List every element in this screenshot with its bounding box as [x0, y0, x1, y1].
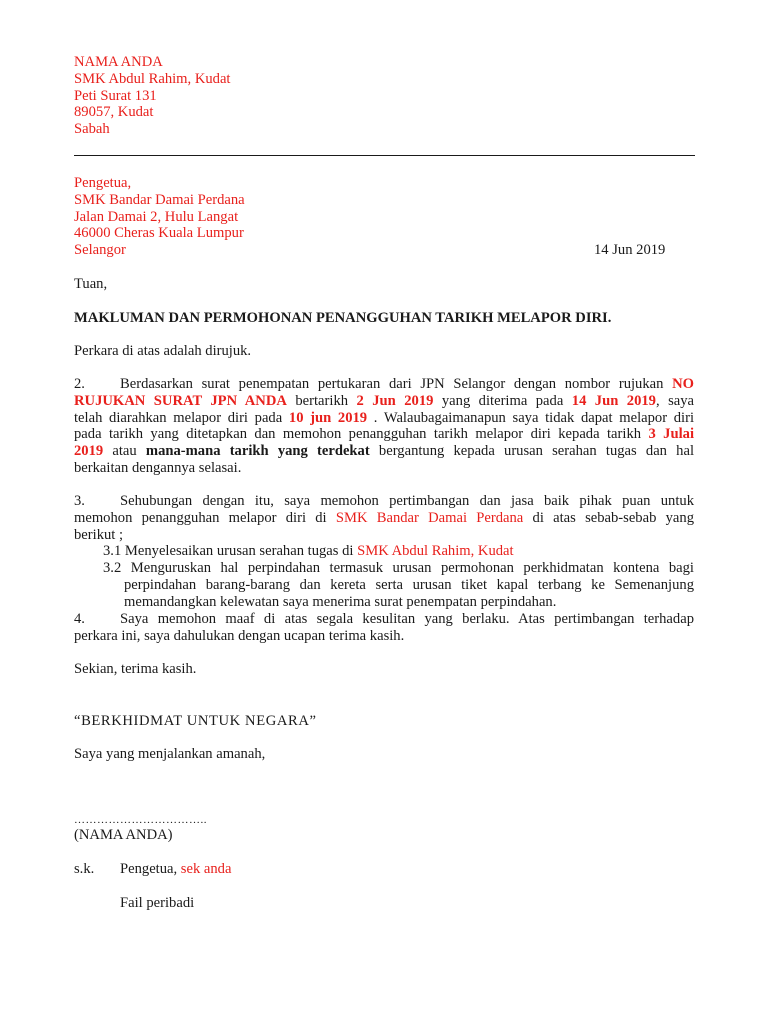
p4-line-1	[74, 611, 694, 628]
intro-line: Perkara di atas adalah dirujuk.	[74, 343, 252, 359]
p3-number: 3.	[74, 493, 85, 509]
p3-line-1	[74, 493, 694, 510]
reason-item-1	[103, 543, 514, 560]
p2-text: . Walaubagaimanapun saya tidak dapat melapor diri	[367, 409, 694, 426]
signer-name: (NAMA ANDA)	[74, 827, 173, 843]
signature-line: ……………………………..	[74, 814, 207, 826]
header-divider	[74, 155, 695, 156]
sender-school: SMK Abdul Rahim, Kudat	[74, 70, 231, 87]
p3-line-2	[74, 510, 694, 527]
received-date: 14 Jun 2019	[571, 392, 656, 409]
p2-text: pada tarikh yang ditetapkan dan memohon penangguhan tarikh melapor diri kepada tarikh	[74, 426, 649, 443]
salutation: Tuan,	[74, 276, 108, 292]
reason-item-2-cont	[124, 577, 694, 611]
p4-line-2: perkara ini, saya dahulukan dengan ucapan terima kasih.	[74, 627, 405, 644]
p2-line-1	[74, 376, 694, 393]
paragraph-4	[74, 611, 694, 645]
paragraph-2	[74, 376, 694, 477]
sender-postcode-city: 89057, Kudat	[74, 104, 154, 121]
cc-recipient-title: Pengetua,	[120, 861, 181, 877]
target-school: SMK Bandar Damai Perdana	[335, 509, 524, 526]
p4-number: 4.	[74, 611, 85, 627]
p4-text: Saya memohon maaf di atas segala kesulitan yang berlaku. Atas pertimbangan terhadap	[120, 611, 694, 627]
reason-2-line-2: perpindahan barang-barang dan kereta serta urusan tiket kapal terbang ke Semenanjung	[124, 577, 694, 593]
current-school: SMK Abdul Rahim, Kudat	[357, 543, 514, 559]
p2-text: , saya	[655, 392, 695, 409]
motto: “BERKHIDMAT UNTUK NEGARA”	[74, 713, 317, 729]
p2-line-4	[74, 426, 694, 443]
letter-date: 14 Jun 2019	[594, 242, 666, 258]
recipient-address	[74, 175, 245, 259]
sender-pobox: Peti Surat 131	[74, 87, 157, 104]
p3-text: Sehubungan dengan itu, saya memohon pertimbangan dan jasa baik pihak puan untuk	[120, 493, 694, 509]
trust-line: Saya yang menjalankan amanah,	[74, 746, 266, 762]
p2-text: atau	[103, 443, 146, 460]
recipient-postcode-city: 46000 Cheras Kuala Lumpur	[74, 225, 244, 242]
recipient-street: Jalan Damai 2, Hulu Langat	[74, 208, 239, 225]
p2-text: Berdasarkan surat penempatan pertukaran dari JPN Selangor dengan nombor rujukan	[120, 376, 673, 392]
new-date-part-1: 3 Julai	[648, 426, 695, 443]
new-date-part-2: 2019	[74, 443, 104, 460]
cc-label: s.k.	[74, 861, 95, 877]
p2-text: bergantung kepada urusan serahan tugas dan hal	[369, 443, 695, 460]
p3-text: memohon penangguhan melapor diri di	[74, 509, 336, 526]
nearest-date-phrase: mana-mana tarikh yang terdekat	[145, 443, 370, 460]
cc-school: sek anda	[180, 861, 232, 877]
sender-name: NAMA ANDA	[74, 54, 163, 70]
cc-recipient	[120, 861, 231, 878]
reason-1-text: 3.1 Menyelesaikan urusan serahan tugas di	[103, 543, 358, 559]
sender-state: Sabah	[74, 121, 110, 138]
p2-number: 2.	[74, 376, 85, 392]
p2-text: telah diarahkan melapor diri pada	[74, 409, 289, 426]
paragraph-3	[74, 493, 694, 543]
reference-number-part-2: RUJUKAN SURAT JPN ANDA	[74, 392, 287, 409]
p2-line-2	[74, 393, 694, 410]
recipient-school: SMK Bandar Damai Perdana	[74, 191, 245, 208]
recipient-state: Selangor	[74, 242, 126, 259]
p2-line-6: berkaitan dengannya selasai.	[74, 459, 242, 476]
p3-text: di atas sebab-sebab yang	[523, 509, 694, 526]
p3-line-3: berikut ;	[74, 526, 124, 543]
closing-line: Sekian, terima kasih.	[74, 661, 197, 677]
recipient-title: Pengetua,	[74, 175, 132, 191]
reason-2-line-3: memandangkan kelewatan saya menerima surat penempatan perpindahan.	[124, 593, 557, 610]
subject-line: MAKLUMAN DAN PERMOHONAN PENANGGUHAN TARIKH MELAPOR DIRI.	[74, 310, 612, 326]
reason-item-2	[103, 560, 694, 577]
p2-text: yang diterima pada	[433, 392, 572, 409]
sender-address	[74, 54, 230, 138]
p2-line-5	[74, 443, 694, 460]
cc-file: Fail peribadi	[120, 895, 195, 911]
p2-line-3	[74, 410, 694, 427]
reason-2-line-1: 3.2 Menguruskan hal perpindahan termasuk urusan permohonan perkhidmatan kontena bagi	[103, 560, 694, 576]
letter-date-ref: 2 Jun 2019	[356, 392, 434, 409]
p2-text: bertarikh	[286, 392, 357, 409]
report-date: 10 jun 2019	[288, 409, 368, 426]
reference-number-part-1: NO	[672, 376, 694, 392]
